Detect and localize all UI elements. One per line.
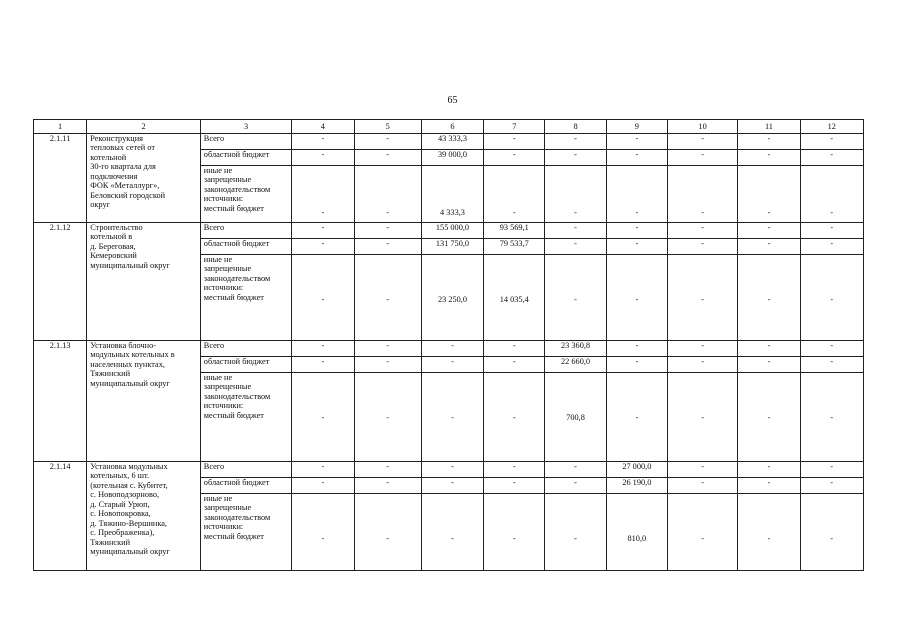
value-cell: - <box>545 150 606 166</box>
value-cell: - <box>606 223 667 239</box>
value-cell: - <box>545 462 606 478</box>
value-cell: - <box>421 357 483 373</box>
funding-source-label: иные не запрещенные законодательством источники: местный бюджет <box>200 255 291 341</box>
value-cell: - <box>292 150 354 166</box>
value-cell: - <box>292 462 354 478</box>
header-cell: 6 <box>421 120 483 134</box>
table-row-total <box>34 223 864 239</box>
measure-name: Реконструкция тепловых сетей от котельной 30-го квартала для подключения ФОК «Металлург», Беловский городской округ <box>87 134 201 223</box>
header-cell: 1 <box>34 120 87 134</box>
value-cell: - <box>606 150 667 166</box>
value-cell: - <box>545 478 606 494</box>
value-cell: 79 533,7 <box>484 239 545 255</box>
value-cell: 4 333,3 <box>421 166 483 223</box>
funding-source-label: областной бюджет <box>200 239 291 255</box>
value-cell: - <box>292 134 354 150</box>
value-cell: - <box>354 494 421 571</box>
value-cell: - <box>292 239 354 255</box>
value-cell: - <box>800 223 863 239</box>
funding-source-label: иные не запрещенные законодательством источники: местный бюджет <box>200 494 291 571</box>
value-cell: - <box>667 134 737 150</box>
table-row-total <box>34 341 864 357</box>
funding-source-label: Всего <box>200 462 291 478</box>
measure-name: Установка блочно- модульных котельных в населенных пунктах, Тяжинский муниципальный округ <box>87 341 201 462</box>
value-cell: - <box>738 255 800 341</box>
value-cell: - <box>800 341 863 357</box>
row-number: 2.1.13 <box>34 341 87 462</box>
header-cell: 12 <box>800 120 863 134</box>
value-cell: - <box>667 494 737 571</box>
value-cell: - <box>738 134 800 150</box>
value-cell: - <box>667 223 737 239</box>
value-cell: - <box>484 494 545 571</box>
value-cell: - <box>545 223 606 239</box>
value-cell: - <box>800 134 863 150</box>
header-cell: 4 <box>292 120 354 134</box>
value-cell: - <box>292 494 354 571</box>
value-cell: - <box>800 478 863 494</box>
value-cell: - <box>667 239 737 255</box>
value-cell: - <box>800 373 863 462</box>
value-cell: - <box>606 134 667 150</box>
value-cell: - <box>667 373 737 462</box>
value-cell: - <box>292 373 354 462</box>
value-cell: - <box>421 341 483 357</box>
table-row-total <box>34 462 864 478</box>
value-cell: - <box>484 166 545 223</box>
measure-name: Строительство котельной в д. Береговая, Кемеровский муниципальный округ <box>87 223 201 341</box>
header-cell: 5 <box>354 120 421 134</box>
value-cell: - <box>606 166 667 223</box>
value-cell: - <box>421 494 483 571</box>
value-cell: - <box>738 478 800 494</box>
value-cell: - <box>484 462 545 478</box>
value-cell: 27 000,0 <box>606 462 667 478</box>
value-cell: - <box>545 239 606 255</box>
value-cell: 23 250,0 <box>421 255 483 341</box>
value-cell: 39 000,0 <box>421 150 483 166</box>
value-cell: - <box>800 239 863 255</box>
value-cell: - <box>545 255 606 341</box>
value-cell: - <box>484 341 545 357</box>
page-number: 65 <box>447 95 458 106</box>
value-cell: - <box>800 462 863 478</box>
value-cell: - <box>738 166 800 223</box>
header-cell: 11 <box>738 120 800 134</box>
value-cell: - <box>667 357 737 373</box>
value-cell: - <box>354 255 421 341</box>
value-cell: - <box>292 255 354 341</box>
value-cell: 22 660,0 <box>545 357 606 373</box>
row-number: 2.1.12 <box>34 223 87 341</box>
value-cell: - <box>484 357 545 373</box>
value-cell: - <box>606 255 667 341</box>
value-cell: - <box>354 478 421 494</box>
funding-source-label: Всего <box>200 134 291 150</box>
value-cell: - <box>354 166 421 223</box>
value-cell: - <box>354 373 421 462</box>
value-cell: 810,0 <box>606 494 667 571</box>
value-cell: 93 569,1 <box>484 223 545 239</box>
value-cell: - <box>667 341 737 357</box>
value-cell: - <box>667 462 737 478</box>
value-cell: - <box>354 357 421 373</box>
value-cell: - <box>484 373 545 462</box>
value-cell: 131 750,0 <box>421 239 483 255</box>
header-cell: 7 <box>484 120 545 134</box>
value-cell: - <box>738 223 800 239</box>
value-cell: - <box>545 494 606 571</box>
value-cell: - <box>606 239 667 255</box>
funding-source-label: областной бюджет <box>200 357 291 373</box>
value-cell: - <box>667 150 737 166</box>
budget-table <box>33 119 864 571</box>
value-cell: - <box>800 255 863 341</box>
value-cell: - <box>738 462 800 478</box>
value-cell: - <box>354 341 421 357</box>
value-cell: - <box>354 462 421 478</box>
value-cell: - <box>606 373 667 462</box>
header-cell: 2 <box>87 120 201 134</box>
value-cell: - <box>606 357 667 373</box>
value-cell: - <box>738 341 800 357</box>
value-cell: - <box>545 134 606 150</box>
value-cell: - <box>545 166 606 223</box>
value-cell: 700,8 <box>545 373 606 462</box>
funding-source-label: иные не запрещенные законодательством источники: местный бюджет <box>200 373 291 462</box>
value-cell: - <box>800 150 863 166</box>
header-cell: 9 <box>606 120 667 134</box>
table-row-total <box>34 134 864 150</box>
header-cell: 8 <box>545 120 606 134</box>
value-cell: - <box>354 134 421 150</box>
value-cell: - <box>800 494 863 571</box>
value-cell: - <box>738 357 800 373</box>
row-number: 2.1.14 <box>34 462 87 571</box>
value-cell: - <box>738 494 800 571</box>
row-number: 2.1.11 <box>34 134 87 223</box>
value-cell: - <box>484 150 545 166</box>
value-cell: - <box>738 239 800 255</box>
header-cell: 10 <box>667 120 737 134</box>
value-cell: - <box>354 239 421 255</box>
value-cell: - <box>421 478 483 494</box>
value-cell: 26 190,0 <box>606 478 667 494</box>
value-cell: - <box>738 150 800 166</box>
value-cell: - <box>292 166 354 223</box>
value-cell: - <box>292 478 354 494</box>
header-row <box>34 120 864 134</box>
value-cell: - <box>421 373 483 462</box>
funding-source-label: областной бюджет <box>200 150 291 166</box>
value-cell: - <box>292 223 354 239</box>
funding-source-label: иные не запрещенные законодательством источники: местный бюджет <box>200 166 291 223</box>
value-cell: 23 360,8 <box>545 341 606 357</box>
value-cell: - <box>667 166 737 223</box>
funding-source-label: Всего <box>200 223 291 239</box>
funding-source-label: областной бюджет <box>200 478 291 494</box>
value-cell: 155 000,0 <box>421 223 483 239</box>
value-cell: - <box>667 255 737 341</box>
measure-name: Установка модульных котельных, 6 шт. (котельная с. Кубитет, с. Новоподзорново, д. Старый Урюп, с. Новопокровка, д. Тяжино-Вершинка, с. Преображенка), Тяжинский муниципальный округ <box>87 462 201 571</box>
value-cell: - <box>800 357 863 373</box>
value-cell: - <box>800 166 863 223</box>
value-cell: - <box>484 134 545 150</box>
value-cell: - <box>667 478 737 494</box>
value-cell: - <box>354 150 421 166</box>
value-cell: 14 035,4 <box>484 255 545 341</box>
value-cell: 43 333,3 <box>421 134 483 150</box>
value-cell: - <box>484 478 545 494</box>
header-cell: 3 <box>200 120 291 134</box>
value-cell: - <box>292 357 354 373</box>
value-cell: - <box>292 341 354 357</box>
funding-source-label: Всего <box>200 341 291 357</box>
value-cell: - <box>354 223 421 239</box>
value-cell: - <box>738 373 800 462</box>
value-cell: - <box>606 341 667 357</box>
value-cell: - <box>421 462 483 478</box>
